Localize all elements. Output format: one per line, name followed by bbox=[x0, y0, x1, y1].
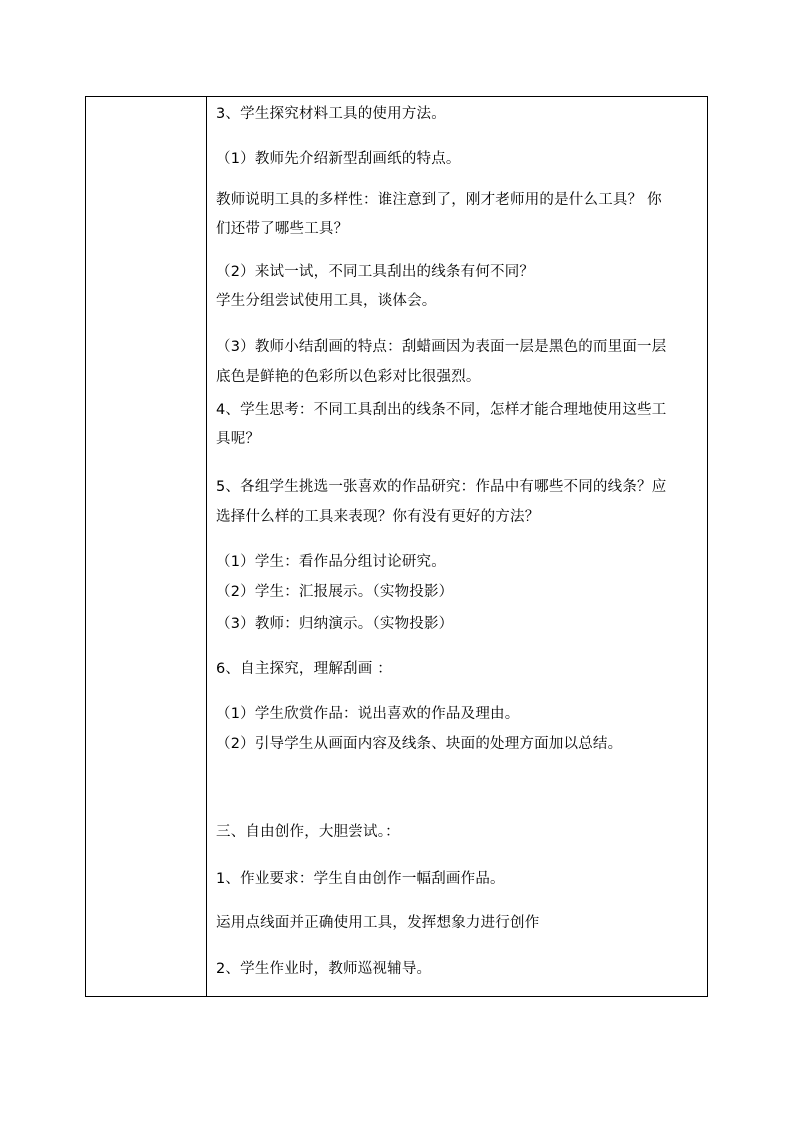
text-line: 3、学生探究材料工具的使用方法。 bbox=[216, 106, 446, 122]
lesson-table bbox=[85, 96, 708, 997]
left-column-cell bbox=[86, 97, 207, 996]
text-line: （1）学生：看作品分组讨论研究。 bbox=[216, 554, 446, 570]
text-line: 三、自由创作，大胆尝试。： bbox=[216, 824, 400, 840]
text-line: （3）教师：归纳演示。（实物投影） bbox=[216, 616, 454, 632]
right-column-cell bbox=[207, 97, 707, 996]
text-line: （2）引导学生从画面内容及线条、块面的处理方面加以总结。 bbox=[216, 736, 623, 752]
text-line: 2、学生作业时，教师巡视辅导。 bbox=[216, 961, 432, 977]
text-line: （3）教师小结刮画的特点：刮蜡画因为表面一层是黑色的而里面一层 bbox=[216, 339, 667, 355]
text-line: 教师说明工具的多样性：谁注意到了，刚才老师用的是什么工具？ 你 bbox=[216, 192, 662, 208]
text-line: （1）教师先介绍新型刮画纸的特点。 bbox=[216, 151, 461, 167]
text-line: 6、自主探究，理解刮画 ： bbox=[216, 661, 392, 677]
text-line: 学生分组尝试使用工具，谈体会。 bbox=[216, 293, 437, 309]
text-line: 选择什么样的工具来表现？你有没有更好的方法？ bbox=[216, 509, 540, 525]
text-line: 底色是鲜艳的色彩所以色彩对比很强烈。 bbox=[216, 369, 481, 385]
text-line: 4、学生思考：不同工具刮出的线条不同，怎样才能合理地使用这些工 bbox=[216, 402, 667, 418]
text-line: （2）学生：汇报展示。（实物投影） bbox=[216, 584, 454, 600]
text-line: 5、各组学生挑选一张喜欢的作品研究：作品中有哪些不同的线条？应 bbox=[216, 479, 667, 495]
text-line: （2）来试一试，不同工具刮出的线条有何不同？ bbox=[216, 264, 535, 280]
text-line: 1、作业要求：学生自由创作一幅刮画作品。 bbox=[216, 871, 505, 887]
text-line: （1）学生欣赏作品：说出喜欢的作品及理由。 bbox=[216, 706, 520, 722]
text-line: 运用点线面并正确使用工具，发挥想象力进行创作 bbox=[216, 915, 540, 931]
text-line: 具呢？ bbox=[216, 431, 261, 447]
text-line: 们还带了哪些工具？ bbox=[216, 221, 349, 237]
